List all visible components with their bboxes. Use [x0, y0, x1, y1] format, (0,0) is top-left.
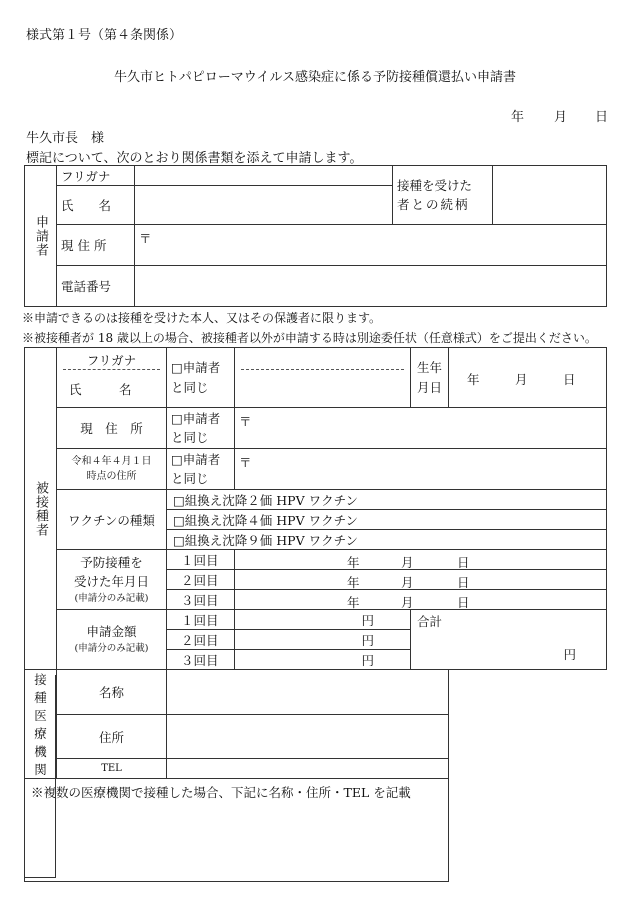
dose-day-label: 日: [457, 555, 470, 570]
amount-dose2-label: [167, 630, 235, 650]
amount-dose3-label: [167, 650, 235, 670]
postal-mark: 〒: [239, 414, 252, 429]
amount-total-input[interactable]: [411, 610, 607, 670]
same-line2: と同じ: [171, 379, 209, 395]
same-line2: と同じ: [171, 430, 209, 445]
recipient-name-text: 氏 名: [69, 382, 132, 397]
dose-year-label: 年: [347, 595, 360, 610]
yen-label: 円: [361, 632, 374, 648]
applicant-name-label: [57, 186, 135, 225]
date-label-note: (申請分のみ記載): [74, 592, 149, 604]
inst-tel-input[interactable]: [167, 759, 449, 779]
r4-label-line1: 令和４年４月１日: [71, 455, 152, 467]
total-yen-label: 円: [563, 647, 576, 662]
postal-mark: 〒: [239, 455, 252, 470]
note-proxy: ※被接種者が 18 歳以上の場合、被接種者以外が申請する時は別途委任状（任意様式）をご提出ください。: [22, 331, 597, 345]
dose1-date-input[interactable]: [235, 550, 607, 570]
dose-year-label: 年: [347, 575, 360, 590]
applicant-name-text: 氏 名: [61, 198, 112, 213]
recipient-furigana-text: フリガナ: [86, 353, 137, 368]
vaccination-date-label: [57, 550, 167, 610]
applicant-furigana-input[interactable]: [135, 166, 393, 186]
recipient-r4-address-label: [57, 449, 167, 490]
multi-institution-area[interactable]: [25, 779, 449, 882]
inst-address-input[interactable]: [167, 714, 449, 759]
recipient-section-label: [25, 348, 57, 670]
institution-text: 接種医療機関: [34, 672, 47, 777]
birth-day-label: 日: [563, 372, 576, 387]
relation-label-line1: 接種を受けた: [397, 177, 473, 193]
same-line1: □申請者: [171, 410, 221, 426]
recipient-name-input[interactable]: [235, 348, 411, 408]
addressee: 牛久市長 様: [26, 131, 105, 146]
recipient-r4-address-input[interactable]: [235, 449, 607, 490]
amount-label: [57, 610, 167, 670]
applicant-phone-input[interactable]: [135, 266, 607, 307]
vaccine-option-text: □組換え沈降４価 HPV ワクチン: [173, 512, 358, 528]
recipient-address-label: [57, 408, 167, 449]
postal-mark: 〒: [139, 231, 152, 246]
amount-dose1-label: [167, 610, 235, 630]
recipient-address-text: 現 住 所: [80, 421, 143, 436]
form-number: 様式第１号（第４条関係）: [26, 28, 183, 43]
applicant-section-label: [25, 166, 57, 307]
applicant-section-text: 申請者: [33, 215, 48, 257]
birth-label-line1: 生年: [416, 360, 442, 376]
inst-address-label: [57, 714, 167, 759]
amount-dose1-input[interactable]: [235, 610, 411, 630]
dose-day-label: 日: [457, 575, 470, 590]
vaccine-type-label: [57, 490, 167, 550]
inst-tel-label: [57, 759, 167, 779]
applicant-name-input[interactable]: [135, 186, 393, 225]
applicant-phone-text: 電話番号: [61, 279, 112, 294]
dose2-date-input[interactable]: [235, 570, 607, 590]
applicant-address-text: 現 住 所: [61, 238, 107, 253]
date-day-label: 日: [595, 110, 609, 125]
r4-label-line2: 時点の住所: [86, 471, 137, 482]
dose3-date-input[interactable]: [235, 590, 607, 610]
dose-text: ３回目: [181, 652, 219, 668]
yen-label: 円: [361, 652, 374, 668]
inst-tel-text: TEL: [101, 763, 122, 775]
total-label: 合計: [417, 614, 443, 629]
birth-label-line2: 月日: [416, 379, 442, 395]
inst-name-input[interactable]: [167, 670, 449, 715]
recipient-section-text: 被接種者: [33, 480, 48, 537]
same-line1: □申請者: [171, 451, 221, 467]
recipient-address-input[interactable]: [235, 408, 607, 449]
date-label-line2: 受けた年月日: [73, 574, 149, 590]
dose1-label: [167, 550, 235, 570]
same-line2: と同じ: [171, 471, 209, 486]
vaccine-option-text: □組換え沈降９価 HPV ワクチン: [173, 532, 358, 548]
multi-institution-note: ※複数の医療機関で接種した場合、下記に名称・住所・TEL を記載: [31, 785, 411, 800]
date-year-label: 年: [511, 110, 525, 125]
inst-name-label: [57, 670, 167, 715]
dose3-label: [167, 590, 235, 610]
recipient-name-label: [57, 348, 167, 408]
intro-text: 標記について、次のとおり関係書類を添えて申請します。: [26, 151, 363, 166]
recipient-address-same-checkbox[interactable]: [167, 408, 235, 449]
dose-text: １回目: [181, 552, 219, 568]
dose-month-label: 月: [401, 555, 414, 570]
applicant-furigana-label: [57, 166, 135, 186]
note-applicant-eligibility: ※申請できるのは接種を受けた本人、又はその保護者に限ります。: [22, 311, 382, 325]
amount-label-text: 申請金額: [86, 624, 137, 640]
furigana-divider: [63, 369, 160, 370]
applicant-address-label: [57, 225, 135, 266]
dose-text: ３回目: [181, 592, 219, 608]
dose-month-label: 月: [401, 595, 414, 610]
vaccine-option-4valent[interactable]: [167, 510, 607, 530]
inst-address-text: 住所: [98, 729, 124, 745]
relation-label-line2: 者との続柄: [397, 197, 470, 212]
date-label-line1: 予防接種を: [80, 554, 143, 570]
recipient-birth-label: [411, 348, 449, 408]
applicant-furigana-text: フリガナ: [61, 168, 111, 184]
birth-year-label: 年: [467, 372, 480, 387]
dose-text: １回目: [181, 612, 219, 628]
recipient-section-bar-extension: [24, 675, 56, 878]
recipient-name-same-checkbox[interactable]: [167, 348, 235, 408]
name-input-divider: [241, 369, 404, 370]
same-line1: □申請者: [171, 360, 221, 376]
recipient-birth-input[interactable]: [449, 348, 607, 408]
applicant-table: [24, 165, 607, 307]
vaccine-option-9valent[interactable]: [167, 530, 607, 550]
vaccine-option-text: □組換え沈降２価 HPV ワクチン: [173, 492, 358, 508]
dose2-label: [167, 570, 235, 590]
inst-name-text: 名称: [98, 684, 124, 700]
applicant-address-input[interactable]: [135, 225, 607, 266]
form-title: 牛久市ヒトパピローマウイルス感染症に係る予防接種償還払い申請書: [114, 70, 516, 85]
birth-month-label: 月: [515, 372, 528, 387]
date-month-label: 月: [554, 110, 568, 125]
recipient-r4-same-checkbox[interactable]: [167, 449, 235, 490]
applicant-phone-label: [57, 266, 135, 307]
vaccine-type-text: ワクチンの種類: [68, 512, 155, 528]
dose-text: ２回目: [181, 572, 219, 588]
dose-day-label: 日: [457, 595, 470, 610]
recipient-table: [24, 347, 607, 882]
dose-month-label: 月: [401, 575, 414, 590]
vaccine-option-2valent[interactable]: [167, 490, 607, 510]
amount-dose3-input[interactable]: [235, 650, 411, 670]
amount-label-note: (申請分のみ記載): [74, 642, 149, 654]
yen-label: 円: [361, 612, 374, 628]
applicant-relation-input[interactable]: [493, 166, 607, 225]
amount-dose2-input[interactable]: [235, 630, 411, 650]
dose-text: ２回目: [181, 632, 219, 648]
applicant-relation-label: [393, 166, 493, 225]
dose-year-label: 年: [347, 555, 360, 570]
